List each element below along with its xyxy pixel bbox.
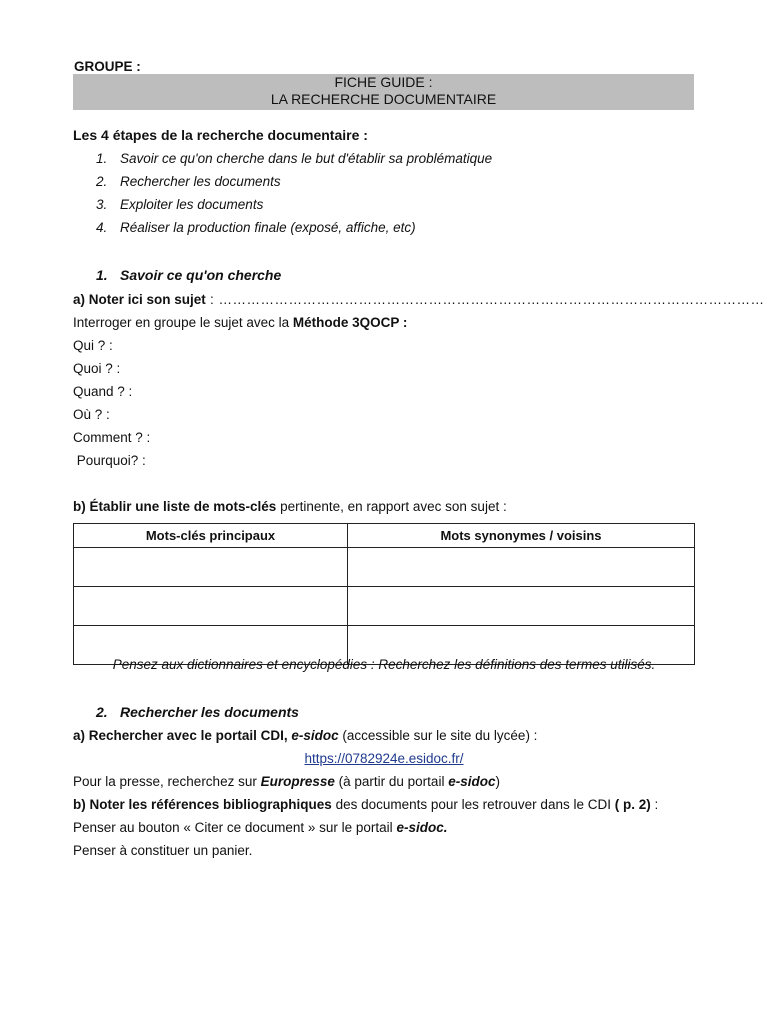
table-cell[interactable] [348, 587, 695, 626]
table-row [74, 587, 695, 626]
mots-cles-line: b) Établir une liste de mots-clés pertinente, en rapport avec son sujet : [73, 499, 507, 514]
title-box [73, 74, 694, 110]
table-cell[interactable] [348, 548, 695, 587]
title-line-2: LA RECHERCHE DOCUMENTAIRE [270, 91, 497, 107]
panier-line: Penser à constituer un panier. [73, 843, 253, 858]
table-cell[interactable] [74, 548, 348, 587]
table-header-row [74, 524, 695, 548]
question-qui: Qui ? : [73, 338, 113, 353]
interroger-line: Interroger en groupe le sujet avec la Méthode 3QOCP : [73, 315, 408, 330]
question-ou: Où ? : [73, 407, 110, 422]
etape-item: 2. Rechercher les documents [96, 174, 281, 189]
section-2-heading: 2. Rechercher les documents [96, 704, 299, 720]
question-quoi: Quoi ? : [73, 361, 121, 376]
table-row [74, 548, 695, 587]
table-header: Mots synonymes / voisins [348, 524, 695, 548]
question-comment: Comment ? : [73, 430, 151, 445]
etape-item: 3. Exploiter les documents [96, 197, 264, 212]
dictionary-note: Pensez aux dictionnaires et encyclopédies : Recherchez les définitions des termes utilisés. [112, 657, 656, 672]
references-line: b) Noter les références bibliographiques des documents pour les retrouver dans le CDI ( p. 2) : [73, 797, 659, 812]
sujet-line: a) Noter ici son sujet : ……………………………………………………………………………………………………… [73, 292, 765, 307]
etape-item: 1. Savoir ce qu'on cherche dans le but d'établir sa problématique [96, 151, 493, 166]
groupe-label: GROUPE : [74, 59, 141, 74]
etapes-heading: Les 4 étapes de la recherche documentaire : [73, 127, 368, 143]
table-cell[interactable] [74, 587, 348, 626]
portail-line: a) Rechercher avec le portail CDI, e-sidoc (accessible sur le site du lycée) : [73, 728, 538, 743]
esidoc-link[interactable]: https://0782924e.esidoc.fr/ [304, 751, 464, 766]
question-quand: Quand ? : [73, 384, 133, 399]
question-pourquoi: Pourquoi? : [73, 453, 146, 468]
keywords-table [73, 523, 695, 665]
table-header: Mots-clés principaux [74, 524, 348, 548]
title-line-1: FICHE GUIDE : [334, 74, 433, 90]
etape-item: 4. Réaliser la production finale (exposé, affiche, etc) [96, 220, 416, 235]
esidoc-link-row [73, 751, 695, 766]
section-1-heading: 1. Savoir ce qu'on cherche [96, 267, 282, 283]
bouton-line: Penser au bouton « Citer ce document » sur le portail e-sidoc. [73, 820, 448, 835]
presse-line: Pour la presse, recherchez sur Europresse (à partir du portail e-sidoc) [73, 774, 500, 789]
